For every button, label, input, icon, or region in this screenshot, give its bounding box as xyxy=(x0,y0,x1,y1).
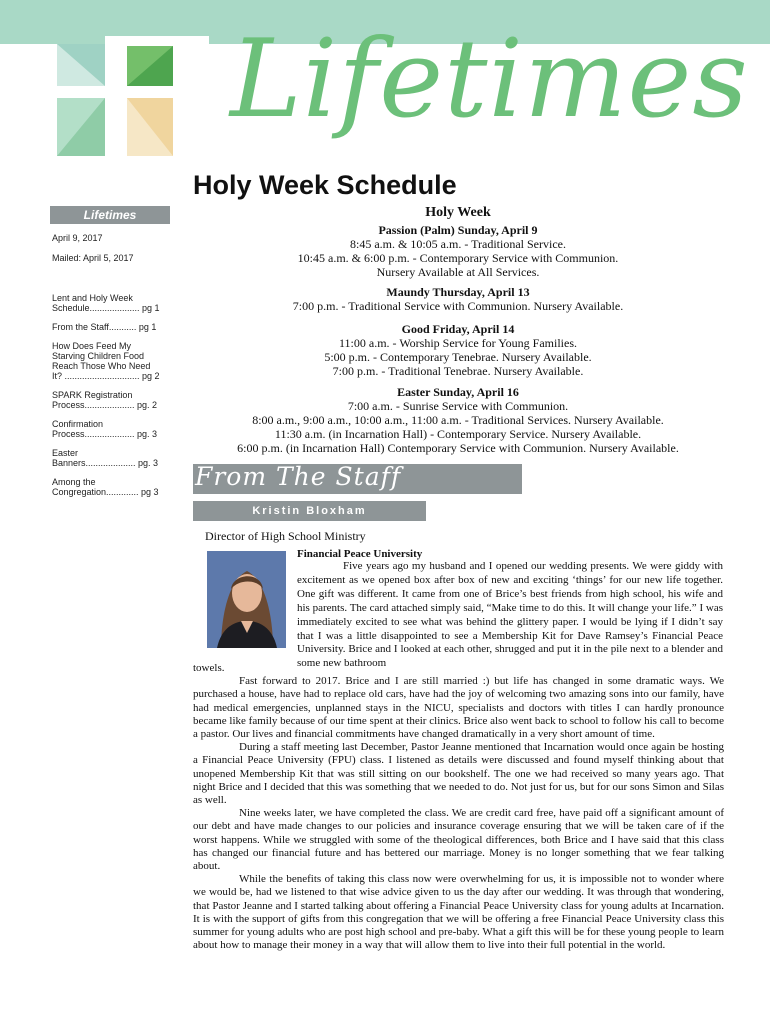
service-line: 6:00 p.m. (in Incarnation Hall) Contemporary Service with Communion. Nursery Available. xyxy=(237,441,679,455)
service-line: 10:45 a.m. & 6:00 p.m. - Contemporary Service with Communion. xyxy=(297,251,619,265)
masthead-brand: Lifetimes xyxy=(230,17,749,142)
day-title: Maundy Thursday, April 13 xyxy=(386,285,530,299)
toc-item[interactable]: Among the Congregation............. pg 3 xyxy=(52,477,159,497)
service-line: 8:00 a.m., 9:00 a.m., 10:00 a.m., 11:00 a.m. - Traditional Services. Nursery Available. xyxy=(252,413,664,427)
author-role: Director of High School Ministry xyxy=(205,529,366,543)
article-paragraph: While the benefits of taking this class now were overwhelming for us, it is impossible not to wonder where we would be, had we listened to that wise advice given to us the day after our wedding. It was through that wondering, that Pastor Jeanne and I started talking about offering a Financial Peace University class for young adults at Incarnation. It is with the support of gifts from this congregation that we will be offering a free Financial Peace University class this summer for young adults who are post high school and pre-baby. What a gift this will be for these young people to learn about how to manage their money in a way that will allow them to live into their full potential in the world. xyxy=(193,873,724,952)
sidebar xyxy=(50,206,170,506)
portrait-icon xyxy=(207,551,286,648)
staff-section-title: From The Staff xyxy=(195,462,402,491)
sidebar-heading: Lifetimes xyxy=(50,206,170,224)
table-of-contents xyxy=(50,293,170,497)
author-photo xyxy=(207,551,286,648)
toc-item[interactable]: Confirmation Process.................... pg. 3 xyxy=(52,419,158,439)
service-line: 7:00 a.m. - Sunrise Service with Communion. xyxy=(347,399,569,413)
schedule-heading: Holy Week xyxy=(425,205,491,220)
article-paragraph: Nine weeks later, we have completed the class. We are credit card free, have paid off a significant amount of our debt and have made changes to our policies and insurance coverage ensuring that we will be taken care of if the worst happens. While we struggled with some of the theological differences, both Brice and I have said that this class has changed our financial future and has bettered our marriage. Money is no longer something that we fear talking about. xyxy=(193,807,724,873)
holy-week-schedule xyxy=(196,205,720,455)
service-line: 7:00 p.m. - Traditional Service with Communion. Nursery Available. xyxy=(292,299,624,313)
article-intro xyxy=(297,560,723,671)
service-line: 11:30 a.m. (in Incarnation Hall) - Contemporary Service. Nursery Available. xyxy=(274,427,642,441)
article-paragraph: Five years ago my husband and I opened our wedding presents. We were giddy with excitement as we opened box after box of new and exciting ‘things’ for our new life together. One gift was different. It came from one of Brice’s best friends from high school, his wife and his parents. The card attached simply said, “Make time to do this. It will change your life.” I was immediately excited to see what was behind the glittery paper. I would be lying if I didn’t say that I was a little disappointed to see a Membership Kit for Dave Ramsey’s Financial Peace University. Brice and I looked at each other, shrugged and put it in the pile next to a blender and some new bathroom xyxy=(297,560,723,670)
toc-item[interactable]: From the Staff........... pg 1 xyxy=(52,322,157,332)
toc-item[interactable]: SPARK Registration Process.................... pg. 2 xyxy=(52,390,158,410)
article-paragraph: Fast forward to 2017. Brice and I are still married :) but life has changed in some dramatic ways. We purchased a house, have had to replace old cars, have had the joy of welcoming two amazing sons into our family, have had medical emergencies, unplanned stays in the NICU, specialists and doctors with titles I can hardly pronounce became like family because of our time spent at their clinics. Brice also went back to school to follow his call to become a pastor. Our lives and financial commitments have changed dramatically in a very short amount of time. xyxy=(193,675,724,741)
article-body xyxy=(193,662,724,952)
service-line: Nursery Available at All Services. xyxy=(376,265,540,279)
staff-section-banner xyxy=(193,464,522,494)
service-line: 7:00 p.m. - Traditional Tenebrae. Nursery Available. xyxy=(332,364,584,378)
issue-date: April 9, 2017 xyxy=(52,233,103,243)
toc-item[interactable]: How Does Feed My Starving Children Food Reach Those Who Need It? .............................. pg 2 xyxy=(52,341,160,381)
logo-icon xyxy=(47,36,209,166)
toc-item[interactable]: Lent and Holy Week Schedule.................... pg 1 xyxy=(52,293,160,313)
author-name: Kristin Bloxham xyxy=(193,501,426,521)
article-paragraph: towels. xyxy=(193,662,225,674)
day-title: Passion (Palm) Sunday, April 9 xyxy=(378,223,538,237)
article-title: Financial Peace University xyxy=(297,548,423,560)
mailed-date: Mailed: April 5, 2017 xyxy=(52,253,134,263)
service-line: 5:00 p.m. - Contemporary Tenebrae. Nursery Available. xyxy=(324,350,592,364)
service-line: 8:45 a.m. & 10:05 a.m. - Traditional Service. xyxy=(350,237,566,251)
service-line: 11:00 a.m. - Worship Service for Young Families. xyxy=(338,336,578,350)
day-title: Easter Sunday, April 16 xyxy=(397,385,519,399)
article-paragraph: During a staff meeting last December, Pastor Jeanne mentioned that Incarnation would once again be hosting a Financial Peace University (FPU) class. I listened as details were discussed and found myself thinking about that unopened Membership Kit that was still sitting on our bookshelf. The one we had received so many years ago. That night Brice and I decided that this was something that we needed to do. Not just for us, but for our sons Simon and Silas as well. xyxy=(193,741,724,807)
page-title: Holy Week Schedule xyxy=(193,170,457,200)
toc-item[interactable]: Easter Banners.................... pg. 3 xyxy=(52,448,159,468)
day-title: Good Friday, April 14 xyxy=(401,322,515,336)
